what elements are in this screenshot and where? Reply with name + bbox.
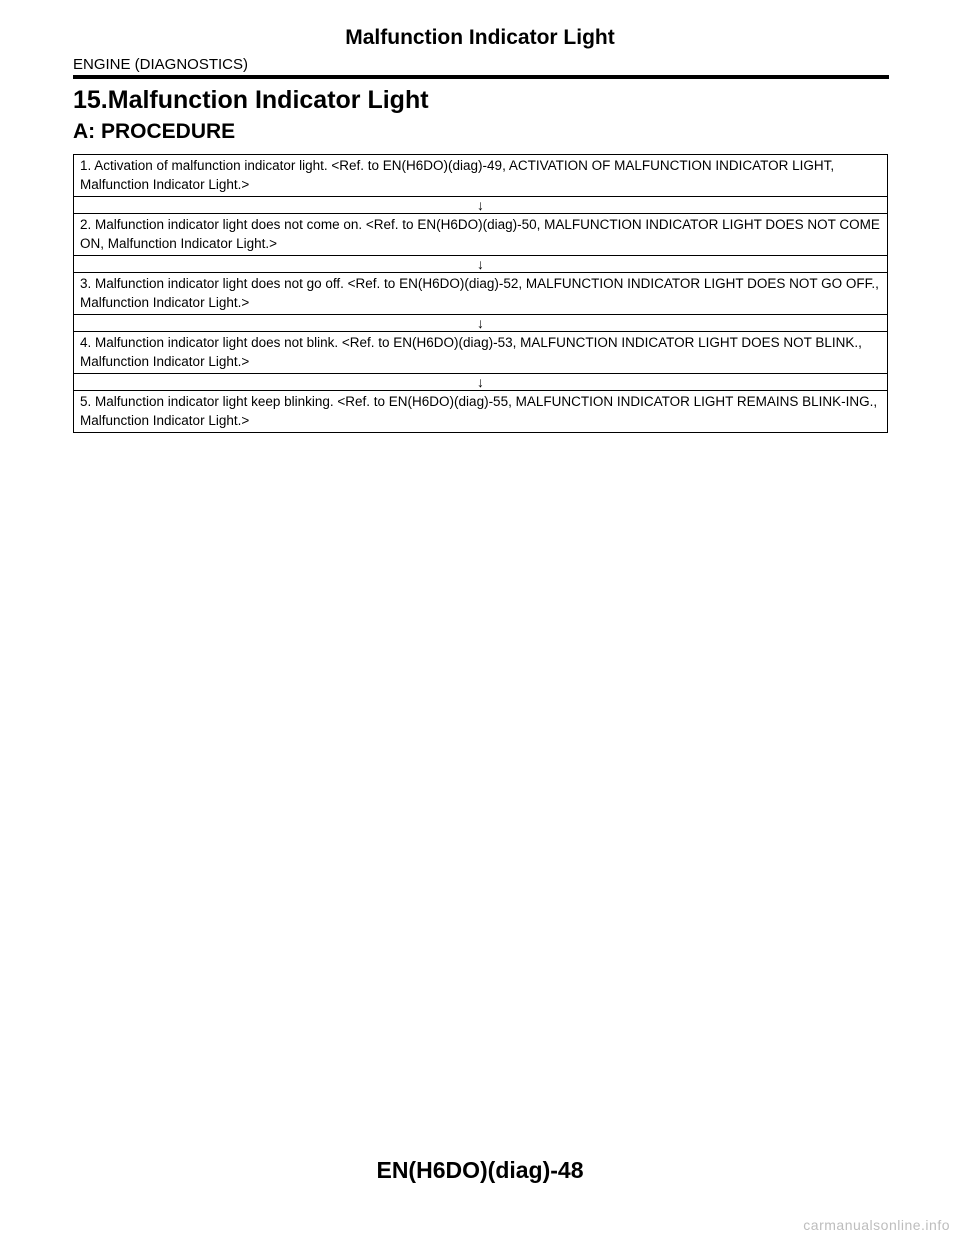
procedure-subtitle: A: PROCEDURE — [73, 120, 236, 143]
table-row — [74, 197, 888, 214]
procedure-table — [73, 154, 888, 433]
page-header-title: Malfunction Indicator Light — [345, 26, 615, 49]
procedure-step[interactable]: 5. Malfunction indicator light keep blinking. <Ref. to EN(H6DO)(diag)-55, MALFUNCTION INDICATOR LIGHT REMAINS BLINK-ING., Malfunction Indicator Light.> — [74, 391, 888, 433]
section-title: 15.Malfunction Indicator Light — [73, 86, 429, 114]
table-row — [74, 391, 888, 433]
procedure-step[interactable]: 2. Malfunction indicator light does not come on. <Ref. to EN(H6DO)(diag)-50, MALFUNCTION INDICATOR LIGHT DOES NOT COME ON, Malfunction Indicator Light.> — [74, 214, 888, 256]
procedure-step[interactable]: 4. Malfunction indicator light does not blink. <Ref. to EN(H6DO)(diag)-53, MALFUNCTION INDICATOR LIGHT DOES NOT BLINK., Malfunction Indicator Light.> — [74, 332, 888, 374]
down-arrow-icon: ↓ — [74, 256, 888, 273]
page-header-section: ENGINE (DIAGNOSTICS) — [73, 56, 249, 73]
table-row — [74, 256, 888, 273]
down-arrow-icon: ↓ — [74, 374, 888, 391]
watermark: carmanualsonline.info — [803, 1217, 950, 1233]
table-row — [74, 214, 888, 256]
procedure-step[interactable]: 1. Activation of malfunction indicator light. <Ref. to EN(H6DO)(diag)-49, ACTIVATION OF MALFUNCTION INDICATOR LIGHT, Malfunction Indicator Light.> — [74, 155, 888, 197]
table-row — [74, 374, 888, 391]
table-row — [74, 273, 888, 315]
procedure-step[interactable]: 3. Malfunction indicator light does not go off. <Ref. to EN(H6DO)(diag)-52, MALFUNCTION INDICATOR LIGHT DOES NOT GO OFF., Malfunction Indicator Light.> — [74, 273, 888, 315]
down-arrow-icon: ↓ — [74, 197, 888, 214]
page-footer-id: EN(H6DO)(diag)-48 — [376, 1157, 584, 1183]
table-row — [74, 332, 888, 374]
header-divider — [73, 75, 889, 79]
table-row — [74, 315, 888, 332]
down-arrow-icon: ↓ — [74, 315, 888, 332]
table-row — [74, 155, 888, 197]
